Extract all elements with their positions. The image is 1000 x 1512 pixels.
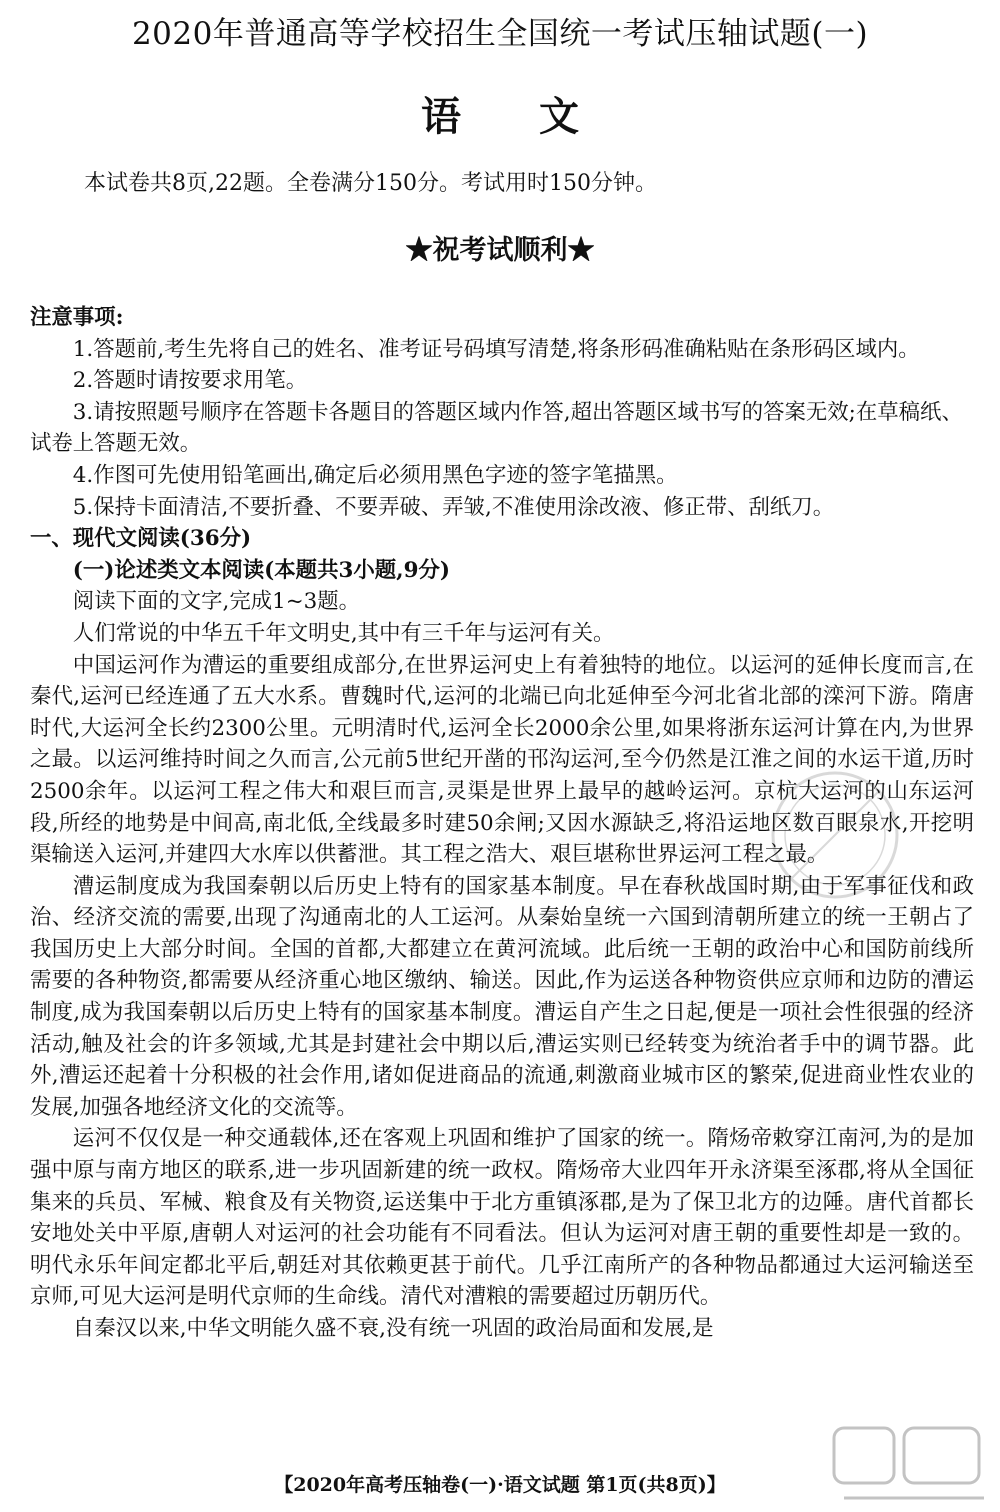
notice-heading: 注意事项:	[30, 305, 124, 330]
notice-item-5: 5.保持卡面清洁,不要折叠、不要弄破、弄皱,不准使用涂改液、修正带、刮纸刀。	[72, 494, 835, 520]
subsection-heading: (一)论述类文本阅读(本题共3小题,9分)	[72, 557, 450, 583]
page-footer: 【2020年高考压轴卷(一)·语文试题 第1页(共8页)】	[274, 1474, 726, 1496]
passage-paragraph: 人们常说的中华五千年文明史,其中有三千年与运河有关。	[72, 620, 615, 646]
notice-item-1: 1.答题前,考生先将自己的姓名、准考证号码填写清楚,将条形码准确粘贴在条形码区域内。	[72, 336, 920, 362]
passage-paragraph: 漕运制度成为我国秦朝以后历史上特有的国家基本制度。早在春秋战国时期,由于军事征伐和政治、经济交流的需要,出现了沟通南北的人工运河。从秦始皇统一六国到清朝所建立的统一王朝占了我国历史上大部分时间。全国的首都,大都建立在黄河流域。此后统一王朝的政治中心和国防前线所需要的各种物资,都需要从经济重心地区缴纳、输送。因此,作为运送各种物资供应京师和边防的漕运制度,成为我国秦朝以后历史上特有的国家基本制度。漕运自产生之日起,便是一项社会性很强的经济活动,触及社会的许多领域,尤其是封建社会中期以后,漕运实则已经转变为统治者手中的调节器。此外,漕运还起着十分积极的社会作用,诸如促进商品的流通,刺激商业城市区的繁荣,促进商业性农业的发展,加强各地经济文化的交流等。	[30, 873, 974, 1120]
passage-paragraph: 自秦汉以来,中华文明能久盛不衰,没有统一巩固的政治局面和发展,是	[72, 1316, 714, 1341]
subject-title: 语文	[421, 93, 657, 140]
good-luck-banner: ★祝考试顺利★	[405, 235, 595, 266]
exam-title: 2020年普通高等学校招生全国统一考试压轴试题(一)	[131, 16, 869, 52]
notice-item-3: 3.请按照题号顺序在答题卡各题目的答题区域内作答,超出答题区域书写的答案无效;在草稿纸、试卷上答题无效。	[30, 399, 963, 457]
notice-item-2: 2.答题时请按要求用笔。	[72, 368, 308, 394]
section-heading: 一、现代文阅读(36分)	[30, 526, 252, 552]
exam-info: 本试卷共8页,22题。全卷满分150分。考试用时150分钟。	[84, 171, 657, 196]
reading-instruction: 阅读下面的文字,完成1~3题。	[72, 589, 361, 615]
notice-item-4: 4.作图可先使用铅笔画出,确定后必须用黑色字迹的签字笔描黑。	[72, 462, 678, 488]
passage-paragraph: 中国运河作为漕运的重要组成部分,在世界运河史上有着独特的地位。以运河的延伸长度而言,在秦代,运河已经连通了五大水系。曹魏时代,运河的北端已向北延伸至今河北省北部的滦河下游。隋唐时代,大运河全长约2300公里。元明清时代,运河全长2000余公里,如果将浙东运河计算在内,为世界之最。以运河维持时间之久而言,公元前5世纪开凿的邗沟运河,至今仍然是江淮之间的水运干道,历时2500余年。以运河工程之伟大和艰巨而言,灵渠是世界上最早的越岭运河。京杭大运河的山东运河段,所经的地势是中间高,南北低,全线最多时建50余闸;又因水源缺乏,将沿运地区数百眼泉水,开挖明渠输送入运河,并建四大水库以供蓄泄。其工程之浩大、艰巨堪称世界运河工程之最。	[30, 652, 974, 868]
passage-paragraph: 运河不仅仅是一种交通载体,还在客观上巩固和维护了国家的统一。隋炀帝敕穿江南河,为的是加强中原与南方地区的联系,进一步巩固新建的统一政权。隋炀帝大业四年开永济渠至涿郡,将从全国征集来的兵员、军械、粮食及有关物资,运送集中于北方重镇涿郡,是为了保卫北方的边陲。唐代首都长安地处关中平原,唐朝人对运河的社会功能有不同看法。但认为运河对唐王朝的重要性却是一致的。明代永乐年间定都北平后,朝廷对其依赖更甚于前代。几乎江南所产的各种物品都通过大运河输送至京师,可见大运河是明代京师的生命线。清代对漕粮的需要超过历朝历代。	[30, 1126, 974, 1310]
exam-content	[30, 302, 974, 1345]
